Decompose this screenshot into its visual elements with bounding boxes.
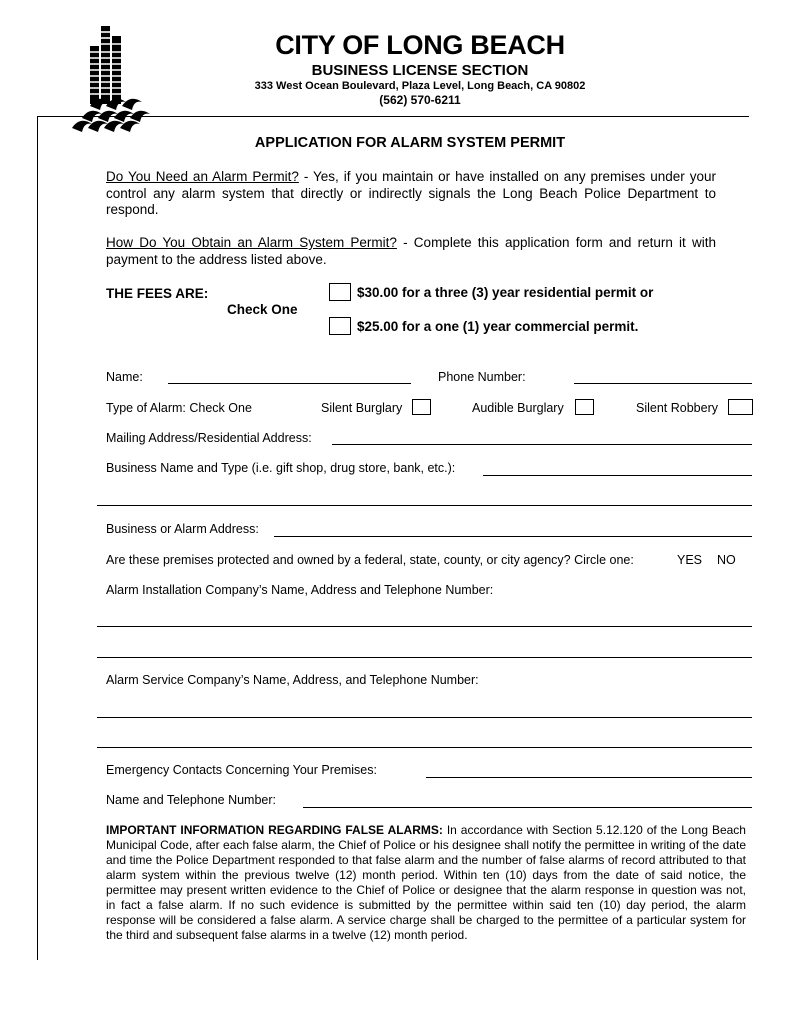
notice-heading: IMPORTANT INFORMATION REGARDING FALSE ALARMS: xyxy=(106,823,443,837)
q1-paragraph xyxy=(106,169,716,219)
section-title: BUSINESS LICENSE SECTION xyxy=(311,62,529,79)
business-name-field[interactable] xyxy=(483,475,752,476)
q1-text: - Yes, if you maintain or have installed on any premises under your control any alarm system that directly or indirectly signals the Long Beach Police Department to respond. xyxy=(106,169,716,217)
name-phone-label: Name and Telephone Number: xyxy=(106,793,277,807)
name-phone-field[interactable] xyxy=(303,807,752,808)
false-alarm-notice xyxy=(106,823,746,943)
audible-burglary-label: Audible Burglary xyxy=(472,401,564,415)
business-name-field-line2[interactable] xyxy=(97,505,752,506)
q2-text: - Complete this application form and return it with payment to the address listed above. xyxy=(106,235,716,267)
fee-commercial-checkbox[interactable] xyxy=(329,317,351,335)
q2-paragraph xyxy=(106,235,716,268)
notice-text: In accordance with Section 5.12.120 of the Long Beach Municipal Code, after each false alarm, the Chief of Police or his designee shall notify the permittee in writing of the date and time the Police Department responded to that false alarm and the number of false alarms of record attributed to that alarm system within the previous twelve (12) month period. Within ten (10) days from the date of said notice, the permittee may present written evidence to the Chief of Police or designee that the alarm response in question was not, in fact a false alarm. If no such evidence is submitted by the permittee within said ten (10) day period, the alarm response will be considered a false alarm. A service charge shall be charged to the permittee of a particular system for the third and subsequent false alarms in a twelve (12) month period. xyxy=(106,823,746,942)
fee-commercial-label: $25.00 for a one (1) year commercial permit. xyxy=(357,319,639,334)
silent-burglary-checkbox[interactable] xyxy=(412,399,431,415)
alarm-address-label: Business or Alarm Address: xyxy=(106,522,259,536)
mailing-address-field[interactable] xyxy=(332,444,752,445)
agency-yes-option[interactable]: YES xyxy=(677,553,703,567)
service-company-label: Alarm Service Company’s Name, Address, and Telephone Number: xyxy=(106,673,479,687)
page-title: CITY OF LONG BEACH xyxy=(275,30,565,60)
left-rule xyxy=(37,116,38,960)
business-name-label: Business Name and Type (i.e. gift shop, drug store, bank, etc.): xyxy=(106,461,456,475)
installer-label: Alarm Installation Company’s Name, Address and Telephone Number: xyxy=(106,583,494,597)
agency-no-option[interactable]: NO xyxy=(717,553,736,567)
q1-heading: Do You Need an Alarm Permit? xyxy=(106,169,299,184)
silent-burglary-label: Silent Burglary xyxy=(321,401,403,415)
form-title: APPLICATION FOR ALARM SYSTEM PERMIT xyxy=(254,135,566,151)
installer-field-line2[interactable] xyxy=(97,657,752,658)
check-one-label: Check One xyxy=(227,302,298,317)
fees-label: THE FEES ARE: xyxy=(106,286,209,301)
service-company-field-line2[interactable] xyxy=(97,747,752,748)
phone-label: Phone Number: xyxy=(438,370,526,384)
fee-residential-checkbox[interactable] xyxy=(329,283,351,301)
silent-robbery-label: Silent Robbery xyxy=(636,401,718,415)
name-label: Name: xyxy=(106,370,143,384)
office-phone: (562) 570-6211 xyxy=(379,93,461,107)
office-address: 333 West Ocean Boulevard, Plaza Level, Long Beach, CA 90802 xyxy=(254,80,586,92)
service-company-field-line1[interactable] xyxy=(97,717,752,718)
emergency-contacts-field[interactable] xyxy=(426,777,752,778)
q2-heading: How Do You Obtain an Alarm System Permit? xyxy=(106,235,397,250)
alarm-address-field[interactable] xyxy=(274,536,752,537)
phone-field[interactable] xyxy=(574,383,752,384)
alarm-type-label: Type of Alarm: Check One xyxy=(106,401,252,415)
name-field[interactable] xyxy=(168,383,411,384)
installer-field-line1[interactable] xyxy=(97,626,752,627)
fee-residential-label: $30.00 for a three (3) year residential permit or xyxy=(357,285,654,300)
audible-burglary-checkbox[interactable] xyxy=(575,399,594,415)
top-rule xyxy=(37,116,749,117)
agency-question: Are these premises protected and owned by a federal, state, county, or city agency? Circle one: xyxy=(106,553,634,567)
mailing-address-label: Mailing Address/Residential Address: xyxy=(106,431,312,445)
emergency-contacts-label: Emergency Contacts Concerning Your Premises: xyxy=(106,763,377,777)
silent-robbery-checkbox[interactable] xyxy=(728,399,753,415)
